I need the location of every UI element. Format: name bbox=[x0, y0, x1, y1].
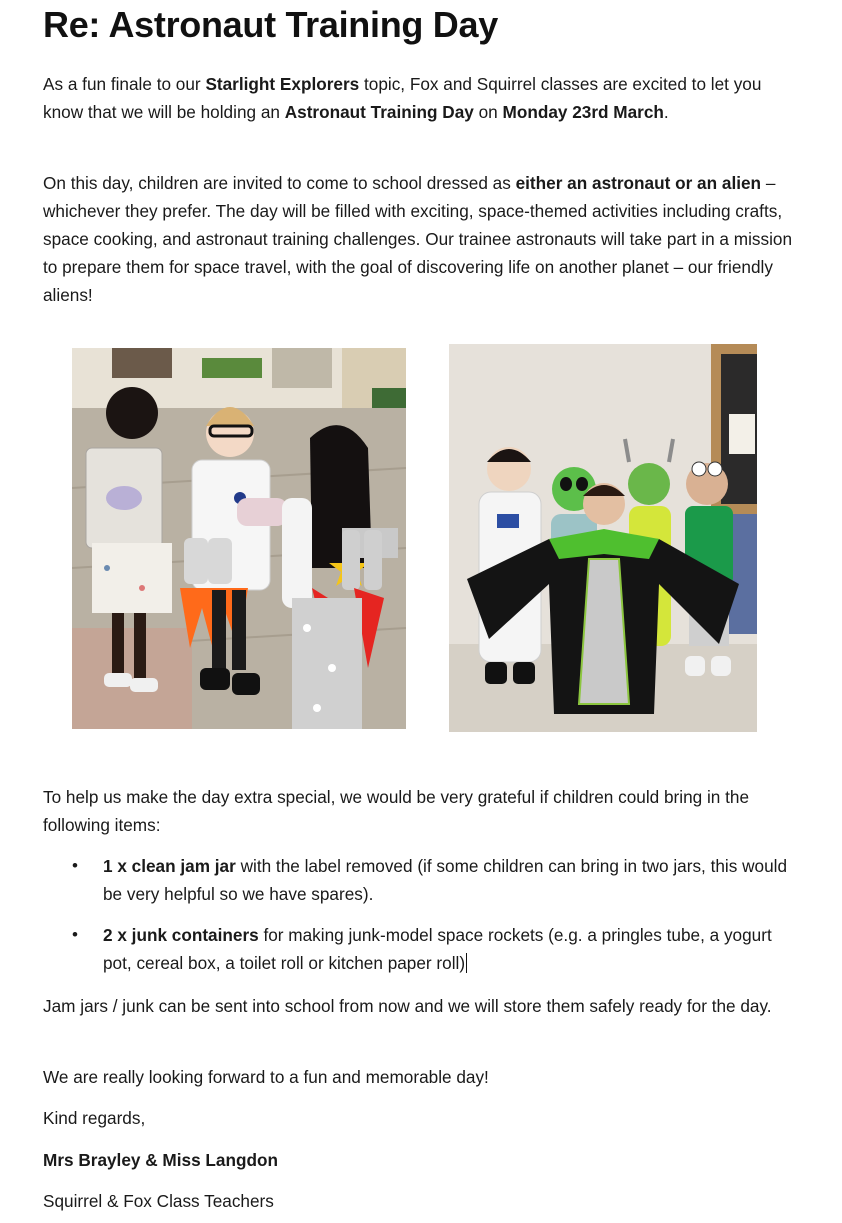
photo-jetpacks bbox=[72, 348, 406, 729]
role: Squirrel & Fox Class Teachers bbox=[43, 1191, 274, 1211]
signoff: Kind regards, bbox=[43, 1108, 146, 1128]
bullet-icon: • bbox=[72, 925, 78, 944]
list-item: • 1 x clean jam jar with the label removed (if some children can bring in two jars, this would be very helpful so we have spares). bbox=[43, 852, 803, 908]
list-item: • 2 x junk containers for making junk-model space rockets (e.g. a pringles tube, a yogurt pot, cereal box, a toilet roll or kitchen paper roll) bbox=[43, 921, 803, 977]
request-paragraph: To help us make the day extra special, we would be very grateful if children could bring in the following items: bbox=[43, 787, 750, 835]
storage-paragraph: Jam jars / junk can be sent into school from now and we will store them safely ready for the day. bbox=[43, 996, 772, 1016]
bullet-icon: • bbox=[72, 856, 78, 875]
details-paragraph: On this day, children are invited to come to school dressed as either an astronaut or an alien – whichever they prefer. The day will be filled with exciting, space-themed activities including crafts, space cooking, and astronaut training challenges. Our trainee astronauts will take part in a mission to prepare them for space travel, with the goal of discovering life on another planet – our friendly aliens! bbox=[43, 173, 793, 305]
closing-paragraph: We are really looking forward to a fun and memorable day! bbox=[43, 1067, 489, 1087]
intro-paragraph: As a fun finale to our Starlight Explorers topic, Fox and Squirrel classes are excited to let you know that we will be holding an Astronaut Training Day on Monday 23rd March. bbox=[43, 74, 762, 122]
page-title: Re: Astronaut Training Day bbox=[43, 4, 498, 45]
items-list bbox=[43, 852, 803, 990]
photo-costumes bbox=[449, 344, 757, 732]
signature: Mrs Brayley & Miss Langdon bbox=[43, 1150, 278, 1170]
text-cursor bbox=[466, 953, 467, 973]
